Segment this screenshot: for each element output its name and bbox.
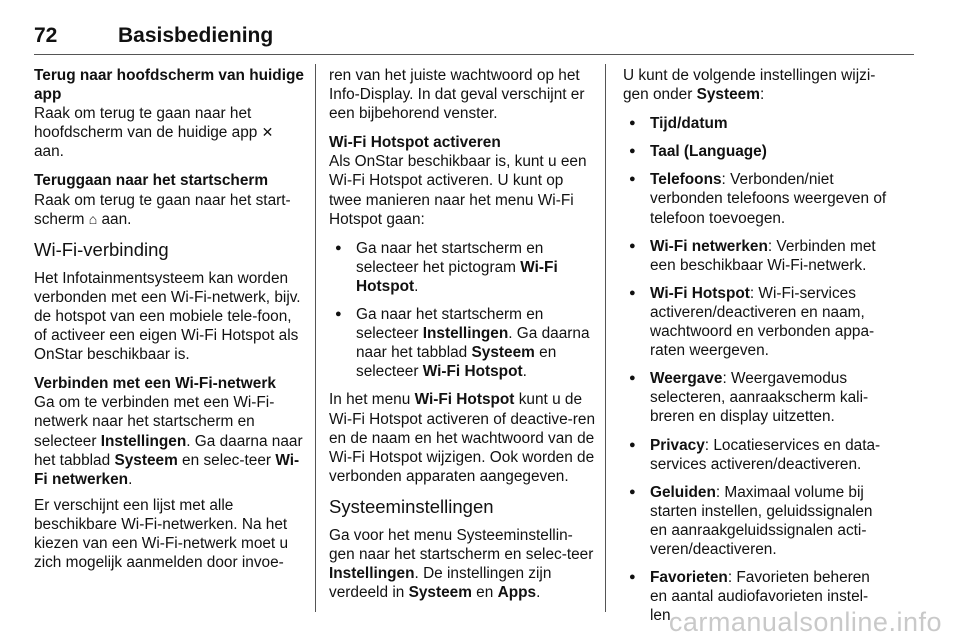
page-header [34,20,914,55]
list-item: ● Favorieten: Favorieten beheren en aantal audiofavorieten instel-len. [623,568,891,625]
list-item: ● Wi-Fi Hotspot: Wi-Fi-services activeren/deactiveren en naam, wachtwoord en verbonden appa-raten weergeven. [623,284,891,360]
list-item: ● Weergave: Weergavemodus selecteren, aanraakscherm kali-breren en display uitzetten. [623,369,891,426]
column-middle [329,66,595,612]
list-item: ● Telefoons: Verbonden/niet verbonden telefoons weergeven of telefoon toevoegen. [623,170,891,227]
settings-list [623,114,891,625]
subheading: Wi-Fi Hotspot activeren [329,134,501,152]
paragraph: Het Infotainmentsysteem kan worden verbonden met een Wi-Fi-netwerk, bijv. de hotspot van een mobiele tele-foon, of activeer een eigen Wi-Fi Hotspot als OnStar beschikbaar is. [34,269,301,364]
column-divider [605,64,606,612]
list-item: ● Taal (Language) [623,142,891,161]
paragraph: In het menu Wi-Fi Hotspot kunt u de Wi-Fi Hotspot activeren of deactive-ren en de naam en het wachtwoord van de Wi-Fi Hotspot wijzigen. Ook worden de verbonden apparaten aangegeven. [329,391,596,485]
watermark: carmanualsonline.info [668,607,942,637]
close-icon: ✕ [261,124,274,141]
list-item: ● Geluiden: Maximaal volume bij starten instellen, geluidssignalen en aanraakgeluidssignalen acti-veren/deactiveren. [623,483,891,559]
column-left [34,66,306,582]
paragraph: ren van het juiste wachtwoord op het Info-Display. In dat geval verschijnt er een bijbehorend venster. [329,67,585,123]
page-number: 72 [34,24,58,47]
subheading: Terug naar hoofdscherm van huidige app [34,67,304,104]
list-item: ● Ga naar het startscherm en selecteer Instellingen. Ga daarna naar het tabblad Systeem en selecteer Wi-Fi Hotspot. [329,305,595,381]
paragraph: Raak om terug te gaan naar het start-scherm ⌂ aan. [34,191,291,228]
list-item: ● Ga naar het startscherm en selecteer het pictogram Wi-Fi Hotspot. [329,239,595,296]
paragraph: Als OnStar beschikbaar is, kunt u een Wi-Fi Hotspot activeren. U kunt op twee manieren naar het menu Wi-Fi Hotspot gaan: [329,153,587,228]
subheading: Verbinden met een Wi-Fi-netwerk [34,375,276,393]
paragraph: Ga om te verbinden met een Wi-Fi-netwerk naar het startscherm en selecteer Instellingen. Ga daarna naar het tabblad Systeem en selec-teer Wi-Fi netwerken. [34,394,303,488]
chapter-title: Basisbediening [118,24,274,47]
paragraph: Raak om terug te gaan naar het hoofdscherm van de huidige app ✕ aan. [34,105,274,161]
section-heading: Wi-Fi-verbinding [34,238,169,260]
paragraph: U kunt de volgende instellingen wijzi-gen onder Systeem: [623,67,876,104]
list-item: ● Tijd/datum [623,114,891,133]
section-heading: Systeeminstellingen [329,495,494,517]
list-item: ● Privacy: Locatieservices en data-services activeren/deactiveren. [623,436,891,474]
bullet-list [329,239,595,382]
paragraph: Ga voor het menu Systeeminstellin-gen naar het startscherm en selec-teer Instellingen. De instellingen zijn verdeeld in Systeem en Apps. [329,526,594,602]
list-item: ● Wi-Fi netwerken: Verbinden met een beschikbaar Wi-Fi-netwerk. [623,237,891,275]
home-icon: ⌂ [88,210,98,227]
subheading: Teruggaan naar het startscherm [34,172,269,190]
paragraph: Er verschijnt een lijst met alle beschikbare Wi-Fi-netwerken. Na het kiezen van een Wi-Fi-netwerk moet u zich mogelijk aanmelden door invoe- [34,496,289,572]
column-divider [315,64,316,612]
column-right [623,66,891,634]
